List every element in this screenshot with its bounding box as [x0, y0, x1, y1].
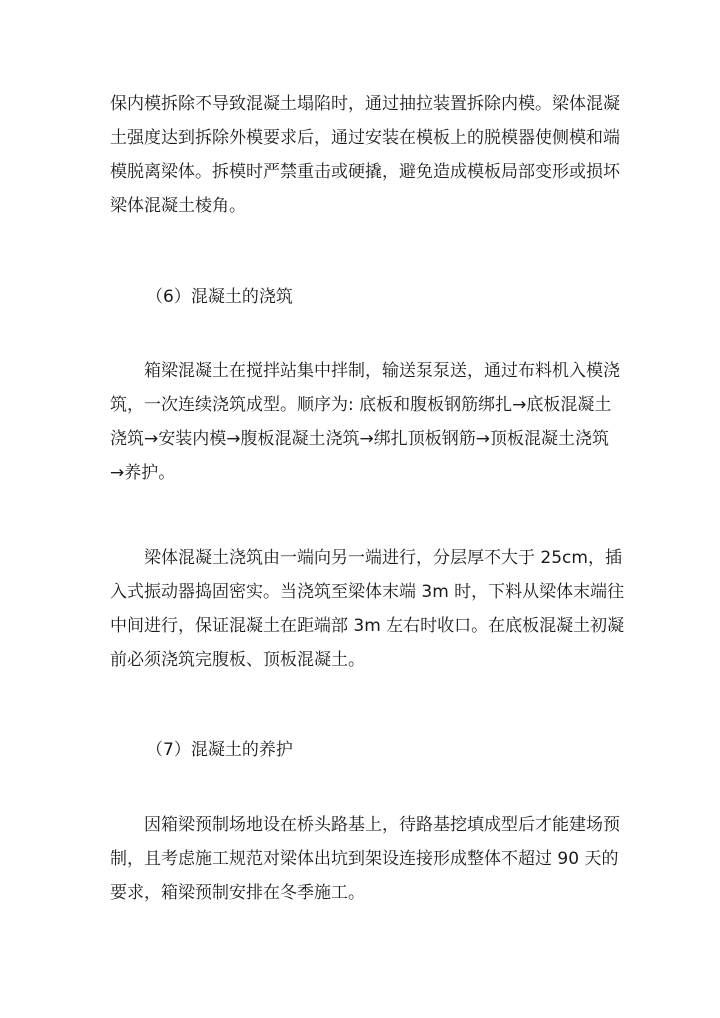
- paragraph-pouring-method: [110, 541, 625, 677]
- text-line: 中间进行，保证混凝土在距端部 3m 左右时收口。在底板混凝土初凝: [110, 616, 625, 636]
- text-line: 制，且考虑施工规范对梁体出坑到架设连接形成整体不超过 90 天的: [110, 849, 619, 869]
- text-line: 筑，一次连续浇筑成型。顺序为: 底板和腹板钢筋绑扎→底板混凝土: [110, 395, 612, 415]
- text-line: 保内模拆除不导致混凝土塌陷时，通过抽拉装置拆除内模。梁体混凝: [110, 94, 620, 114]
- section-heading-7: （7）混凝土的养护: [146, 740, 293, 760]
- text-line: 要求，箱梁预制安排在冬季施工。: [110, 883, 365, 903]
- paragraph-formwork-removal: [110, 87, 620, 223]
- text-line: 梁体混凝土棱角。: [110, 196, 246, 216]
- text-line: 浇筑→安装内模→腹板混凝土浇筑→绑扎顶板钢筋→顶板混凝土浇筑: [110, 429, 609, 449]
- text-line: →养护。: [110, 463, 176, 483]
- paragraph-curing-plan: [110, 808, 620, 910]
- text-line: 入式振动器捣固密实。当浇筑至梁体末端 3m 时，下料从梁体末端往: [110, 582, 625, 602]
- text-line: 模脱离梁体。拆模时严禁重击或硬撬，避免造成模板局部变形或损坏: [110, 162, 620, 182]
- text-line: 因箱梁预制场地设在桥头路基上，待路基挖填成型后才能建场预: [144, 815, 620, 835]
- text-line: 梁体混凝土浇筑由一端向另一端进行，分层厚不大于 25cm，插: [144, 548, 622, 568]
- text-line: 箱梁混凝土在搅拌站集中拌制，输送泵泵送，通过布料机入模浇: [144, 361, 620, 381]
- paragraph-pouring-sequence: [110, 354, 620, 490]
- text-line: 前必须浇筑完腹板、顶板混凝土。: [110, 650, 365, 670]
- section-heading-6: （6）混凝土的浇筑: [146, 287, 293, 307]
- text-line: 土强度达到拆除外模要求后，通过安装在模板上的脱模器使侧模和端: [110, 128, 620, 148]
